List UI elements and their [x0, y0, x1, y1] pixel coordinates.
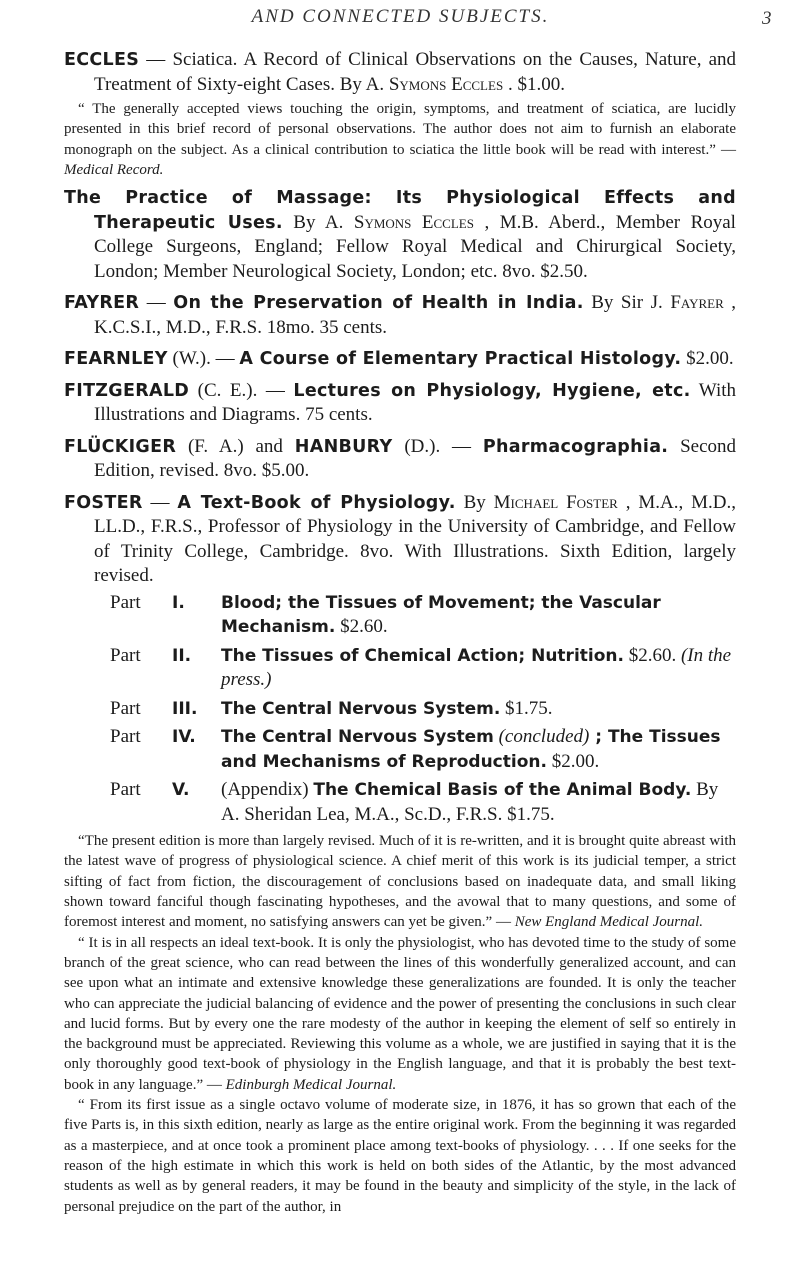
part-row: Part IV. The Central Nervous System (concluded) ; The Tissues and Mechanisms of Reproduction. $2.00.	[110, 726, 721, 772]
entry-fluckiger: FLÜCKIGER (F. A.) and HANBURY (D.). — Pharmacographia. Second Edition, revised. 8vo. $5.00.	[64, 435, 737, 482]
entry-heading: FLÜCKIGER	[64, 436, 177, 457]
entry-foster: FOSTER — A Text-Book of Physiology. By Michael Foster , M.A., M.D., LL.D., F.R.S., Professor of Physiology in the University of Cambridge, and Fellow of Trinity College, Cambridge. 8vo. With Illustrations. Sixth Edition, largely revised.	[64, 491, 737, 587]
foster-parts-list	[64, 591, 736, 828]
review-quote: “ From its first issue as a single octavo volume of moderate size, in 1876, it has so grown that each of the five Parts is, in this sixth edition, nearly as large as the entire original work. From the beginning it was regarded as a masterpiece, and at once took a prominent place among text-books of physiology. . . . If one seeks for the reason of the high estimate in which this work is held on both sides of the Atlantic, by the most advanced students as well as by general readers, it may be found in the beauty and simplicity of the style, in the lack of personal prejudice on the part of the author, in	[64, 1097, 736, 1215]
entry-eccles-sciatica: ECCLES — Sciatica. A Record of Clinical Observations on the Causes, Nature, and Treatment of Sixty-eight Cases. By A. Symons Eccles . $1.00.	[64, 49, 737, 95]
entry-title: The Practice of Massage: Its Physiological Effects and Therapeutic Uses.	[64, 188, 736, 233]
entry-description: Second Edition, revised. 8vo. $5.00.	[94, 435, 737, 482]
entry-author: Michael Foster	[493, 491, 618, 513]
entry-heading: FAYRER	[64, 293, 140, 314]
entry-eccles-massage: The Practice of Massage: Its Physiological Effects and Therapeutic Uses. By A. Symons Eccles , M.B. Aberd., Member Royal College Surgeons, England; Fellow Royal Medical and Chirurgical Society, London; Member Neurological Society, London; etc. 8vo. $2.50.	[64, 188, 736, 282]
entry-fearnley: FEARNLEY (W.). — A Course of Elementary Practical Histology. $2.00.	[64, 348, 734, 370]
entry-price: . $1.00.	[507, 73, 565, 95]
catalogue-content	[64, 48, 736, 1217]
entry-fitzgerald: FITZGERALD (C. E.). — Lectures on Physiology, Hygiene, etc. With Illustrations and Diagrams. 75 cents.	[64, 379, 737, 426]
review-source: New England Medical Journal.	[514, 914, 704, 931]
part-row: Part II. The Tissues of Chemical Action; Nutrition. $2.60. (In the press.)	[110, 644, 732, 691]
entry-author: Symons Eccles	[388, 73, 504, 95]
review-quote: “ It is in all respects an ideal text-book. It is only the physiologist, who has devoted time to the study of some branch of the great science, who can read between the lines of this wonderfully generalized account, and can see upon what an intimate and extensive knowledge these generalizations are founded. It is only the teacher who can appreciate the judicial balancing of evidence and the power of presenting the conclusions in such clear and lucid forms. But by every one the rare modesty of the author in keeping the element of self so entirely in the background must be appreciated. Reviewing this volume as a whole, we are justified in saying that it is the only thoroughly good text-book of physiology in the English language, and that it is probably the best text-book in any language.” — Edinburgh Medical Journal.	[64, 934, 736, 1093]
part-row: Part V. (Appendix) The Chemical Basis of the Animal Body. By A. Sheridan Lea, M.A., Sc.D., F.R.S. $1.75.	[110, 779, 719, 825]
foster-reviews	[64, 831, 736, 1217]
entry-fayrer: FAYRER — On the Preservation of Health in India. By Sir J. Fayrer , K.C.S.I., M.D., F.R.S. 18mo. 35 cents.	[64, 292, 737, 338]
entry-description: A Record of Clinical Observations on the Causes, Nature, and Treatment of Sixty-eight Cases. By A.	[94, 49, 737, 95]
entry-description: With Illustrations and Diagrams. 75 cents.	[94, 379, 737, 426]
entry-title: Pharmacographia.	[482, 436, 669, 457]
page-number: 3	[762, 8, 772, 29]
entry-description: , M.B. Aberd., Member Royal College Surgeons, England; Fellow Royal Medical and Chirurgical Society, London; Member Neurological Society, London; etc. 8vo. $2.50.	[94, 211, 736, 282]
entry-description: , M.A., M.D., LL.D., F.R.S., Professor of Physiology in the University of Cambridge, and Fellow of Trinity College, Cambridge. 8vo. With Illustrations. Sixth Edition, largely revised.	[94, 491, 737, 587]
entry-heading: FITZGERALD	[64, 380, 190, 401]
entry-description: , K.C.S.I., M.D., F.R.S. 18mo. 35 cents.	[94, 292, 737, 338]
entry-price: $2.00.	[686, 348, 734, 370]
entry-heading: FEARNLEY	[64, 349, 168, 370]
entry-title: A Course of Elementary Practical Histology.	[239, 349, 682, 370]
entry-heading: ECCLES	[64, 50, 140, 70]
review-quote: “The present edition is more than largely revised. Much of it is re-written, and it is brought quite abreast with the latest wave of progress of physiological science. A chief merit of this work is its judicial temper, a strict sifting of fact from fiction, the discouragement of conclusions based on inadequate data, and small liking shown toward fanciful though fascinating hypotheses, and the avowal that to many questions, and some of foremost interest and moment, no satisfying answers can yet be given.” — New England Medical Journal.	[64, 833, 736, 931]
entry-title: A Text-Book of Physiology.	[177, 492, 456, 513]
part-row: Part I. Blood; the Tissues of Movement; the Vascular Mechanism. $2.60.	[110, 591, 661, 638]
entry-author: Symons Eccles	[353, 211, 474, 233]
entry-heading: FOSTER	[64, 492, 143, 513]
entry-title: Sciatica.	[172, 49, 238, 70]
entry-title: On the Preservation of Health in India.	[173, 293, 584, 314]
entry-author: Fayrer	[670, 292, 724, 314]
review-source: Edinburgh Medical Journal.	[225, 1076, 397, 1093]
review-source: Medical Record.	[64, 161, 164, 178]
review-quote: “ The generally accepted views touching the origin, symptoms, and treatment of sciatica, are lucidly presented in this brief record of personal observations. The author does not aim to furnish an elaborate monograph on the subject. As a clinical contribution to sciatica the little book will be read with interest.” — Medical Record.	[64, 101, 736, 178]
part-row: Part III. The Central Nervous System. $1.75.	[110, 697, 553, 719]
running-head: AND CONNECTED SUBJECTS.	[251, 6, 550, 27]
entry-title: Lectures on Physiology, Hygiene, etc.	[293, 380, 691, 401]
entry-heading-2: HANBURY	[294, 436, 393, 457]
